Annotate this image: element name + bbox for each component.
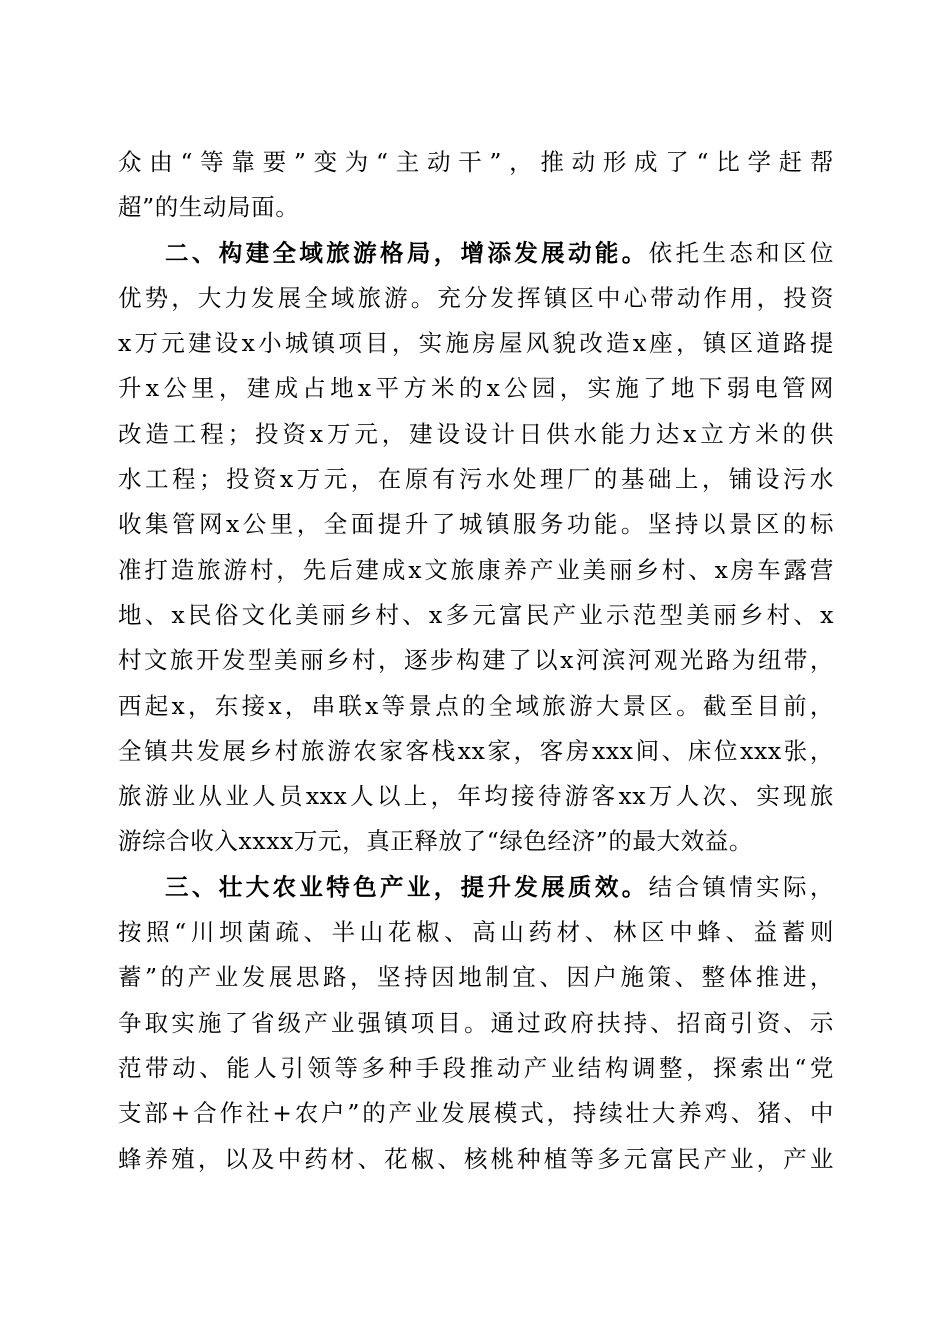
text-line: 全镇共发展乡村旅游农家客栈xx家，客房xxx间、床位xxx张， <box>118 736 834 765</box>
text-line: 超”的生动局面。 <box>118 193 300 222</box>
text-line: 水工程；投资x万元，在原有污水处理厂的基础上，铺设污水 <box>118 465 834 494</box>
paragraph-3 <box>118 865 834 1182</box>
text-line: 收集管网x公里，全面提升了城镇服务功能。坚持以景区的标 <box>118 510 834 539</box>
text-line: 地、x民俗文化美丽乡村、x多元富民产业示范型美丽乡村、x <box>118 600 834 629</box>
text-line: 旅游业从业人员xxx人以上，年均接待游客xx万人次、实现旅 <box>118 782 834 811</box>
text-line: 西起x，东接x，串联x等景点的全域旅游大景区。截至目前， <box>118 691 834 720</box>
text-line: x万元建设x小城镇项目，实施房屋风貌改造x座，镇区道路提 <box>118 329 834 358</box>
text-line: 升x公里，建成占地x平方米的x公园，实施了地下弱电管网 <box>118 374 834 403</box>
text-line: 优势，大力发展全域旅游。充分发挥镇区中心带动作用，投资 <box>118 283 834 312</box>
section-heading-3: 三、壮大农业特色产业，提升发展质效。 <box>165 872 649 901</box>
heading-trailing-text: 结合镇情实际， <box>648 872 834 901</box>
text-line: 蜂养殖，以及中药材、花椒、核桃种植等多元富民产业，产业 <box>118 1144 834 1173</box>
text-line: 改造工程；投资x万元，建设设计日供水能力达x立方米的供 <box>118 419 834 448</box>
text-line: 争取实施了省级产业强镇项目。通过政府扶持、招商引资、示 <box>118 1008 834 1037</box>
text-line <box>118 231 834 276</box>
paragraph-2 <box>118 231 834 865</box>
document-page <box>118 140 834 1182</box>
text-line: 按照“川坝菌疏、半山花椒、高山药材、林区中蜂、益蓄则 <box>118 918 834 947</box>
text-line: 村文旅开发型美丽乡村，逐步构建了以x河滨河观光路为纽带， <box>118 646 834 675</box>
text-line: 蓄”的产业发展思路，坚持因地制宜、因户施策、整体推进， <box>118 963 834 992</box>
text-line: 众由“等靠要”变为“主动干”，推动形成了“比学赶帮 <box>118 148 834 176</box>
text-line <box>118 865 834 910</box>
text-line: 范带动、能人引领等多种手段推动产业结构调整，探索出“党 <box>118 1053 834 1082</box>
section-heading-2: 二、构建全域旅游格局，增添发展动能。 <box>165 238 649 267</box>
heading-trailing-text: 依托生态和区位 <box>648 238 834 267</box>
text-line: 游综合收入xxxx万元，真正释放了“绿色经济”的最大效益。 <box>118 827 753 856</box>
paragraph-1 <box>118 140 834 231</box>
text-line: 支部+合作社+农户”的产业发展模式，持续壮大养鸡、猪、中 <box>118 1099 834 1128</box>
text-line: 准打造旅游村，先后建成x文旅康养产业美丽乡村、x房车露营 <box>118 555 834 584</box>
